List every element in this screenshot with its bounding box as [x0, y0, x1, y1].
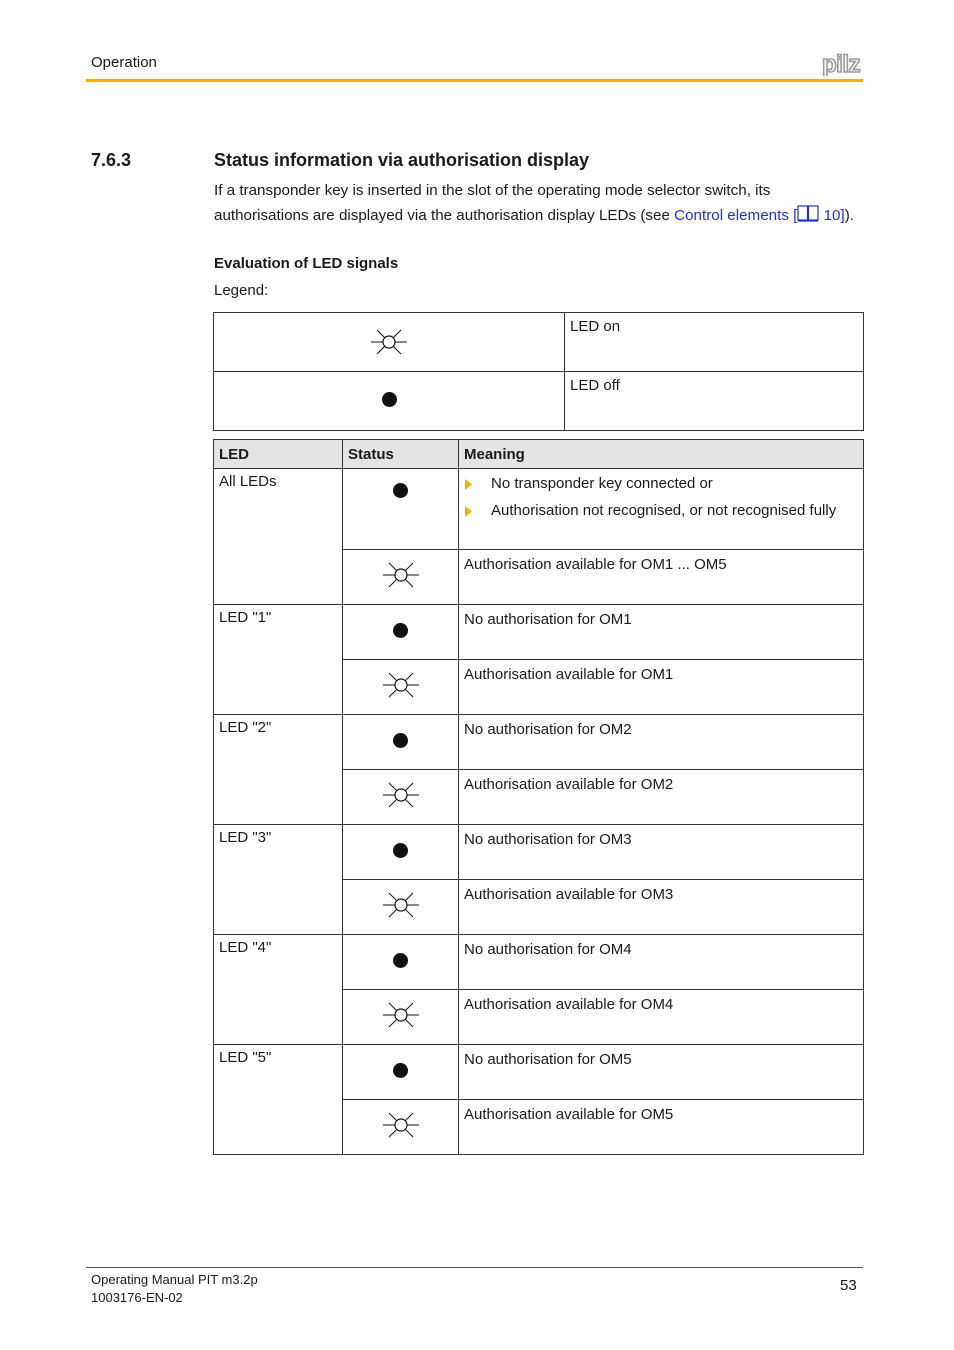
led-off-icon	[393, 483, 408, 498]
led-on-icon	[381, 560, 421, 590]
table-row	[214, 605, 864, 660]
table-header-row	[214, 440, 864, 469]
legend-symbol-cell	[214, 372, 565, 431]
legend-symbol-cell	[214, 313, 565, 372]
meaning-cell: No authorisation for OM1	[459, 605, 864, 660]
pilz-logo	[822, 52, 864, 76]
meaning-cell: Authorisation available for OM2	[459, 770, 864, 825]
bullet-text: Authorisation not recognised, or not recognised fully	[491, 502, 837, 519]
bullet-list	[464, 473, 858, 522]
led-off-icon	[393, 733, 408, 748]
led-on-icon	[381, 780, 421, 810]
intro-text: If a transponder key is inserted in the slot of the operating mode selector switch, its authorisations are displayed via the authorisation display LEDs (see	[214, 182, 771, 224]
status-cell	[343, 825, 459, 880]
meaning-cell: Authorisation available for OM5	[459, 1100, 864, 1155]
meaning-cell: Authorisation available for OM4	[459, 990, 864, 1045]
meaning-cell: No authorisation for OM4	[459, 935, 864, 990]
arrow-bullet-icon	[465, 479, 472, 490]
footer-rule	[86, 1267, 863, 1268]
legend-table	[213, 312, 864, 431]
legend-row	[214, 372, 864, 431]
legend-row	[214, 313, 864, 372]
meaning-cell	[459, 469, 864, 550]
meaning-cell: No authorisation for OM3	[459, 825, 864, 880]
page-number: 53	[840, 1277, 857, 1294]
led-on-icon	[381, 890, 421, 920]
led-status-table	[213, 439, 864, 1155]
link-page: 10]	[819, 207, 845, 224]
intro-end: ).	[844, 207, 854, 224]
intro-paragraph	[214, 178, 864, 228]
led-name: LED "3"	[214, 825, 343, 935]
arrow-bullet-icon	[465, 506, 472, 517]
led-on-icon	[381, 1000, 421, 1030]
led-off-icon	[393, 953, 408, 968]
status-cell	[343, 1045, 459, 1100]
status-cell	[343, 660, 459, 715]
status-cell	[343, 715, 459, 770]
list-item	[464, 473, 858, 495]
meaning-cell: No authorisation for OM5	[459, 1045, 864, 1100]
led-on-icon	[381, 670, 421, 700]
table-row	[214, 935, 864, 990]
footer-manual-title: Operating Manual PIT m3.2p	[91, 1272, 258, 1287]
meaning-cell: Authorisation available for OM1	[459, 660, 864, 715]
led-off-icon	[382, 392, 397, 407]
status-cell	[343, 469, 459, 550]
led-name: All LEDs	[214, 469, 343, 605]
section-title: Status information via authorisation display	[214, 150, 590, 170]
table-row	[214, 715, 864, 770]
header-title: Operation	[91, 54, 157, 71]
section-number: 7.6.3	[91, 150, 132, 170]
list-item	[464, 500, 858, 522]
status-cell	[343, 1100, 459, 1155]
meaning-cell: Authorisation available for OM1 ... OM5	[459, 550, 864, 605]
legend-text: LED on	[565, 313, 864, 372]
meaning-cell: No authorisation for OM2	[459, 715, 864, 770]
led-name: LED "4"	[214, 935, 343, 1045]
bullet-text: No transponder key connected or	[491, 475, 713, 492]
link-text: Control elements [	[674, 207, 798, 224]
status-cell	[343, 935, 459, 990]
legend-label: Legend:	[214, 282, 269, 299]
table-row	[214, 469, 864, 550]
led-off-icon	[393, 1063, 408, 1078]
subheading: Evaluation of LED signals	[214, 255, 399, 272]
led-name: LED "1"	[214, 605, 343, 715]
status-cell	[343, 770, 459, 825]
legend-text: LED off	[565, 372, 864, 431]
meaning-cell: Authorisation available for OM3	[459, 880, 864, 935]
column-header-meaning: Meaning	[459, 440, 864, 469]
control-elements-link[interactable]	[674, 207, 845, 224]
status-cell	[343, 605, 459, 660]
led-on-icon	[369, 327, 409, 357]
svg-text:pilz: pilz	[822, 52, 860, 76]
status-cell	[343, 990, 459, 1045]
led-name: LED "2"	[214, 715, 343, 825]
column-header-status: Status	[343, 440, 459, 469]
led-off-icon	[393, 623, 408, 638]
book-icon	[797, 205, 819, 222]
led-name: LED "5"	[214, 1045, 343, 1155]
status-cell	[343, 550, 459, 605]
status-cell	[343, 880, 459, 935]
led-on-icon	[381, 1110, 421, 1140]
column-header-led: LED	[214, 440, 343, 469]
header-rule	[86, 79, 863, 82]
table-row	[214, 1045, 864, 1100]
table-row	[214, 825, 864, 880]
led-off-icon	[393, 843, 408, 858]
footer-doc-number: 1003176-EN-02	[91, 1290, 183, 1305]
